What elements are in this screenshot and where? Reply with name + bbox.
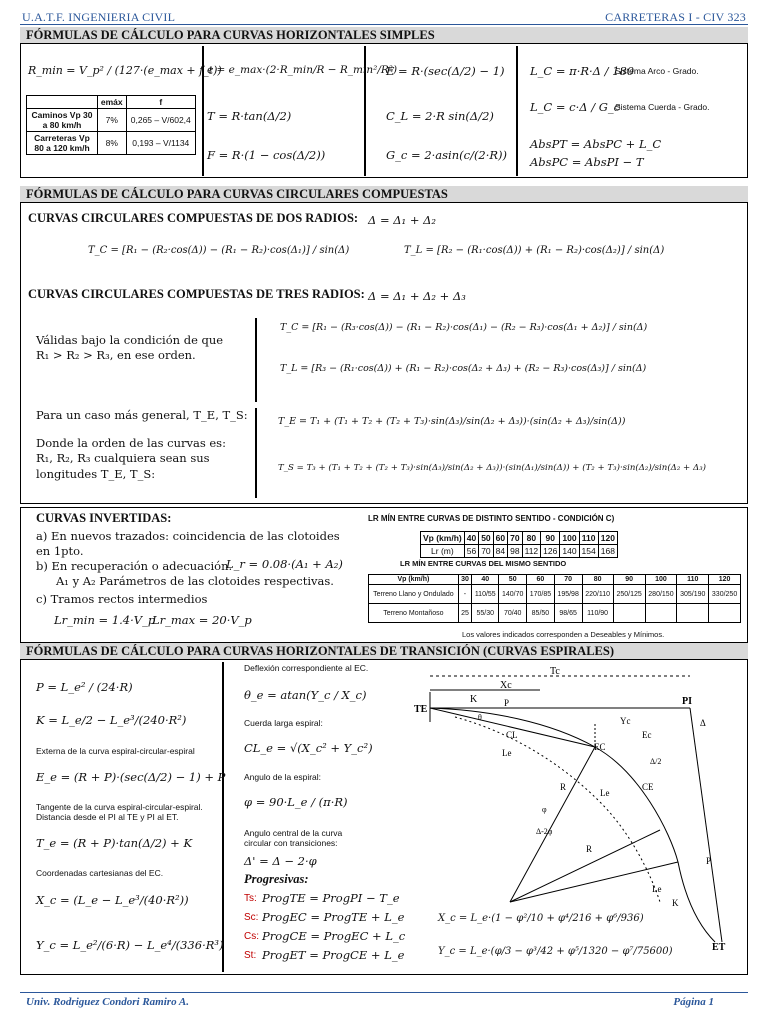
prog-tag: St: bbox=[244, 950, 257, 961]
table-header: 80 bbox=[522, 532, 541, 545]
diagram-label: K bbox=[672, 898, 679, 908]
table-header: 80 bbox=[582, 575, 613, 585]
diagram-label: Tc bbox=[550, 666, 560, 677]
divider bbox=[255, 408, 257, 498]
tangent-formula: T = R·tan(Δ/2) bbox=[207, 109, 292, 123]
table-cell: 56 bbox=[464, 545, 478, 558]
tl-three-radii: T_L = [R₃ − (R₁·cos(Δ)) + (R₁ − R₂)·cos(Δ₂ + Δ₃) + (R₂ − R₃)·cos(Δ₃)] / sin(Δ) bbox=[280, 363, 647, 374]
theta-formula: θ_e = atan(Y_c / X_c) bbox=[244, 688, 367, 702]
diagram-label: Xc bbox=[500, 680, 512, 691]
table-cell: 220/110 bbox=[582, 585, 613, 604]
te-formula: T_E = T₁ + (T₁ + T₂ + (T₂ + T₃)·sin(Δ₃)/sin(Δ₂ + Δ₃))·(sin(Δ₂ + Δ₃)/sin(Δ)) bbox=[278, 416, 626, 427]
table-cell: 195/98 bbox=[554, 585, 582, 604]
diagram-label: PI bbox=[682, 696, 692, 707]
table-cell: 140/70 bbox=[499, 585, 527, 604]
phi-formula: φ = 90·L_e / (π·R) bbox=[244, 795, 348, 809]
table-cell: 168 bbox=[598, 545, 617, 558]
table-cell: 280/150 bbox=[645, 585, 677, 604]
general-case-text: Para un caso más general, T_E, T_S: bbox=[36, 408, 248, 422]
general-case-text: R₁, R₂, R₃ cualquiera sean sus bbox=[36, 451, 210, 465]
table-header: 120 bbox=[709, 575, 741, 585]
central-angle-label: circular con transiciones: bbox=[244, 838, 338, 848]
three-radii-title: CURVAS CIRCULARES COMPUESTAS DE TRES RADIOS: bbox=[28, 287, 365, 301]
table-header: 50 bbox=[479, 532, 493, 545]
reverse-c-text: c) Tramos rectos intermedios bbox=[36, 592, 208, 606]
table-header bbox=[27, 96, 98, 109]
long-chord-label: Cuerda larga espiral: bbox=[244, 718, 323, 728]
diagram-label: P bbox=[706, 856, 712, 866]
table-cell: 140 bbox=[560, 545, 579, 558]
table-cell: - bbox=[458, 585, 471, 604]
diagram-label: EC bbox=[594, 742, 606, 752]
validity-text: R₁ > R₂ > R₃, en ese orden. bbox=[36, 348, 196, 362]
tangent-label: Distancia desde el PI al TE y PI al ET. bbox=[36, 812, 179, 822]
table-header: 70 bbox=[554, 575, 582, 585]
table-cell: 154 bbox=[579, 545, 598, 558]
prog-ce-formula: ProgCE = ProgEC + L_c bbox=[262, 929, 406, 943]
footer-author: Univ. Rodriguez Condori Ramiro A. bbox=[26, 996, 189, 1008]
external-label: Externa de la curva espiral-circular-espiral bbox=[36, 746, 195, 756]
diagram-label: Ec bbox=[642, 730, 652, 740]
diagram-label: R bbox=[560, 782, 567, 792]
table-cell: 330/250 bbox=[709, 585, 741, 604]
prog-tag: Cs: bbox=[244, 931, 259, 942]
table-header: 120 bbox=[598, 532, 617, 545]
emax-f-table bbox=[26, 95, 196, 155]
arc-grade-note: Sistema Arco - Grado. bbox=[615, 66, 699, 76]
ts-formula: T_S = T₃ + (T₁ + T₂ + (T₂ + T₃)·sin(Δ₃)/sin(Δ₂ + Δ₃))·(sin(Δ₁)/sin(Δ)) + (T₂ + T₃)·sin(Δ₂)/sin(Δ₂ + Δ₃) bbox=[278, 463, 706, 473]
table-header: 60 bbox=[527, 575, 555, 585]
diagram-label: Δ-2φ bbox=[536, 827, 553, 836]
table-header: 50 bbox=[499, 575, 527, 585]
progresivas-title: Progresivas: bbox=[244, 872, 309, 886]
section-transition-curves-title: FÓRMULAS DE CÁLCULO PARA CURVAS HORIZONTALES DE TRANSICIÓN (CURVAS ESPIRALES) bbox=[20, 643, 748, 659]
diagram-label: Le bbox=[502, 748, 512, 758]
reverse-curves-title: CURVAS INVERTIDAS: bbox=[36, 511, 172, 525]
table-cell: Terreno Llano y Ondulado bbox=[369, 585, 459, 604]
abspc-formula: AbsPC = AbsPI − T bbox=[530, 155, 644, 169]
table-cell: 110/90 bbox=[582, 604, 613, 623]
two-radii-delta: Δ = Δ₁ + Δ₂ bbox=[368, 213, 437, 227]
table-cell bbox=[677, 604, 709, 623]
table2-title: LR MÍN ENTRE CURVAS DEL MISMO SENTIDO bbox=[400, 559, 567, 568]
divider bbox=[222, 662, 224, 972]
diagram-label: Le bbox=[600, 788, 610, 798]
cle-formula: CL_e = √(X_c² + Y_c²) bbox=[244, 741, 373, 755]
degree-formula: G_c = 2·asin(c/(2·R)) bbox=[386, 148, 508, 162]
table-cell: 170/85 bbox=[527, 585, 555, 604]
table-cell: 110/55 bbox=[472, 585, 499, 604]
table-header: 90 bbox=[613, 575, 645, 585]
table-cell: 8% bbox=[98, 132, 127, 155]
diagram-label: ET bbox=[712, 942, 726, 953]
footer-page: Página 1 bbox=[673, 996, 714, 1008]
table-cell: Carreteras Vp 80 a 120 km/h bbox=[27, 132, 98, 155]
f-formula: F = R·(1 − cos(Δ/2)) bbox=[207, 148, 326, 162]
rmin-formula: R_min = V_p² / (127·(e_max + f_t)) bbox=[28, 64, 222, 77]
abspt-formula: AbsPT = AbsPC + L_C bbox=[530, 137, 662, 151]
table-header: f bbox=[126, 96, 195, 109]
diagram-label: Le bbox=[652, 884, 662, 894]
table1-title: LR MÍN ENTRE CURVAS DE DISTINTO SENTIDO - CONDICIÓN C) bbox=[368, 514, 615, 523]
xc-series-formula: X_c = L_e·(1 − φ²/10 + φ⁴/216 + φ⁶/936) bbox=[438, 913, 644, 924]
table-cell: Caminos Vp 30 a 80 km/h bbox=[27, 109, 98, 132]
table-cell: 98/65 bbox=[554, 604, 582, 623]
footer-rule bbox=[20, 992, 748, 993]
tl-two-radii: T_L = [R₂ − (R₁·cos(Δ)) + (R₁ − R₂)·cos(Δ₂)] / sin(Δ) bbox=[404, 245, 665, 256]
diagram-label: CL bbox=[506, 730, 518, 740]
prog-tag: Sc: bbox=[244, 912, 259, 923]
general-case-text: longitudes T_E, T_S: bbox=[36, 467, 156, 481]
table-header: 70 bbox=[508, 532, 522, 545]
table-cell: 70/40 bbox=[499, 604, 527, 623]
table-cell: 84 bbox=[493, 545, 507, 558]
table-header: 110 bbox=[579, 532, 598, 545]
lrmax-formula: Lr_max = 20·V_p bbox=[152, 613, 252, 627]
validity-text: Válidas bajo la condición de que bbox=[36, 333, 224, 347]
three-radii-delta: Δ = Δ₁ + Δ₂ + Δ₃ bbox=[368, 289, 466, 303]
reverse-a-text: en 1pto. bbox=[36, 544, 84, 558]
diagram-label: P bbox=[504, 698, 510, 708]
tc-two-radii: T_C = [R₁ − (R₂·cos(Δ)) − (R₁ − R₂)·cos(Δ₁)] / sin(Δ) bbox=[88, 245, 350, 256]
diagram-label: Yc bbox=[620, 716, 631, 726]
lr-same-table bbox=[368, 574, 741, 623]
diagram-label: φ bbox=[542, 805, 547, 814]
deflection-label: Deflexión correspondiente al EC. bbox=[244, 663, 369, 673]
p-formula: P = L_e² / (24·R) bbox=[36, 680, 133, 694]
divider bbox=[255, 318, 257, 402]
section-compound-curves-title: FÓRMULAS DE CÁLCULO PARA CURVAS CIRCULARES COMPUESTAS bbox=[20, 186, 748, 202]
table-cell: 126 bbox=[541, 545, 560, 558]
table-cell: 70 bbox=[479, 545, 493, 558]
table-cell: 85/50 bbox=[527, 604, 555, 623]
table2-note: Los valores indicados corresponden a Deseables y Mínimos. bbox=[462, 630, 665, 639]
table-cell: 7% bbox=[98, 109, 127, 132]
arc-length-formula: L_C = π·R·Δ / 180 bbox=[530, 64, 635, 78]
table-cell: 0,265 – V/602,4 bbox=[126, 109, 195, 132]
table-cell: 55/30 bbox=[472, 604, 499, 623]
spiral-angle-label: Angulo de la espiral: bbox=[244, 772, 322, 782]
table-header: 100 bbox=[560, 532, 579, 545]
header-rule bbox=[20, 24, 748, 25]
ee-formula: E_e = (R + P)·(sec(Δ/2) − 1) + P bbox=[36, 770, 226, 784]
header-left: U.A.T.F. INGENIERIA CIVIL bbox=[22, 10, 176, 24]
chord-grade-note: Sistema Cuerda - Grado. bbox=[615, 102, 710, 112]
table-cell bbox=[613, 604, 645, 623]
prog-te-formula: ProgTE = ProgPI − T_e bbox=[262, 891, 400, 905]
table-cell: 305/190 bbox=[677, 585, 709, 604]
table-cell bbox=[709, 604, 741, 623]
divider bbox=[516, 46, 518, 176]
external-formula: E = R·(sec(Δ/2) − 1) bbox=[386, 64, 505, 78]
coord-label: Coordenadas cartesianas del EC. bbox=[36, 868, 164, 878]
chord-length-formula: L_C = c·Δ / G_c bbox=[530, 100, 621, 114]
table-cell: Lr (m) bbox=[421, 545, 465, 558]
table-header: Vp (km/h) bbox=[369, 575, 459, 585]
section-simple-curves-title: FÓRMULAS DE CÁLCULO PARA CURVAS HORIZONTALES SIMPLES bbox=[20, 27, 748, 43]
chord-formula: C_L = 2·R sin(Δ/2) bbox=[386, 109, 494, 123]
table-header: emáx bbox=[98, 96, 127, 109]
table-cell: 98 bbox=[508, 545, 522, 558]
lr-formula: L_r = 0.08·(A₁ + A₂) bbox=[226, 557, 343, 571]
table-cell: Terreno Montañoso bbox=[369, 604, 459, 623]
table-cell: 0,193 – V/1134 bbox=[126, 132, 195, 155]
two-radii-title: CURVAS CIRCULARES COMPUESTAS DE DOS RADIOS: bbox=[28, 211, 359, 225]
diagram-label: CE bbox=[642, 782, 654, 792]
diagram-label: Δ bbox=[700, 718, 706, 728]
yc-formula: Y_c = L_e²/(6·R) − L_e⁴/(336·R³) bbox=[36, 938, 224, 952]
prog-ec-formula: ProgEC = ProgTE + L_e bbox=[262, 910, 405, 924]
prog-tag: Ts: bbox=[244, 893, 257, 904]
xc-formula: X_c = (L_e − L_e³/(40·R²)) bbox=[36, 893, 189, 907]
superelevation-formula: e = e_max·(2·R_min/R − R_min²/R²) bbox=[207, 64, 398, 76]
table-cell: 250/125 bbox=[613, 585, 645, 604]
table-cell: 25 bbox=[458, 604, 471, 623]
tc-three-radii: T_C = [R₁ − (R₃·cos(Δ)) − (R₁ − R₂)·cos(Δ₁) − (R₂ − R₃)·cos(Δ₁ + Δ₂)] / sin(Δ) bbox=[280, 322, 648, 333]
header-right: CARRETERAS I - CIV 323 bbox=[605, 10, 746, 24]
diagram-label: Δ/2 bbox=[650, 757, 662, 766]
prog-et-formula: ProgET = ProgCE + L_e bbox=[262, 948, 405, 962]
diagram-label: K bbox=[470, 694, 478, 705]
table-header: 90 bbox=[541, 532, 560, 545]
table-cell bbox=[645, 604, 677, 623]
te-spiral-formula: T_e = (R + P)·tan(Δ/2) + K bbox=[36, 836, 193, 850]
lrmin-formula: Lr_min = 1.4·V_p bbox=[54, 613, 156, 627]
reverse-b-text: b) En recuperación o adecuación. bbox=[36, 559, 233, 573]
general-case-text: Donde la orden de las curvas es: bbox=[36, 436, 226, 450]
table-header: 60 bbox=[493, 532, 507, 545]
reverse-a-text: a) En nuevos trazados: coincidencia de las clotoides bbox=[36, 529, 340, 543]
table-header: 40 bbox=[464, 532, 478, 545]
yc-series-formula: Y_c = L_e·(φ/3 − φ³/42 + φ⁵/1320 − φ⁷/75600) bbox=[438, 946, 673, 957]
k-formula: K = L_e/2 − L_e³/(240·R²) bbox=[36, 713, 187, 727]
table-cell: 112 bbox=[522, 545, 541, 558]
table-header: 30 bbox=[458, 575, 471, 585]
diagram-label: R bbox=[586, 844, 593, 854]
diagram-label: TE bbox=[414, 704, 428, 715]
table-header: 100 bbox=[645, 575, 677, 585]
table-header: 110 bbox=[677, 575, 709, 585]
lr-opposite-table bbox=[420, 531, 618, 558]
delta-prime-formula: Δ' = Δ − 2·φ bbox=[244, 854, 317, 868]
reverse-b-text: A₁ y A₂ Parámetros de las clotoides respectivas. bbox=[56, 574, 334, 588]
tangent-label: Tangente de la curva espiral-circular-espiral. bbox=[36, 802, 203, 812]
central-angle-label: Angulo central de la curva bbox=[244, 828, 343, 838]
table-header: Vp (km/h) bbox=[421, 532, 465, 545]
table-header: 40 bbox=[472, 575, 499, 585]
diagram-label: θ bbox=[478, 713, 482, 722]
